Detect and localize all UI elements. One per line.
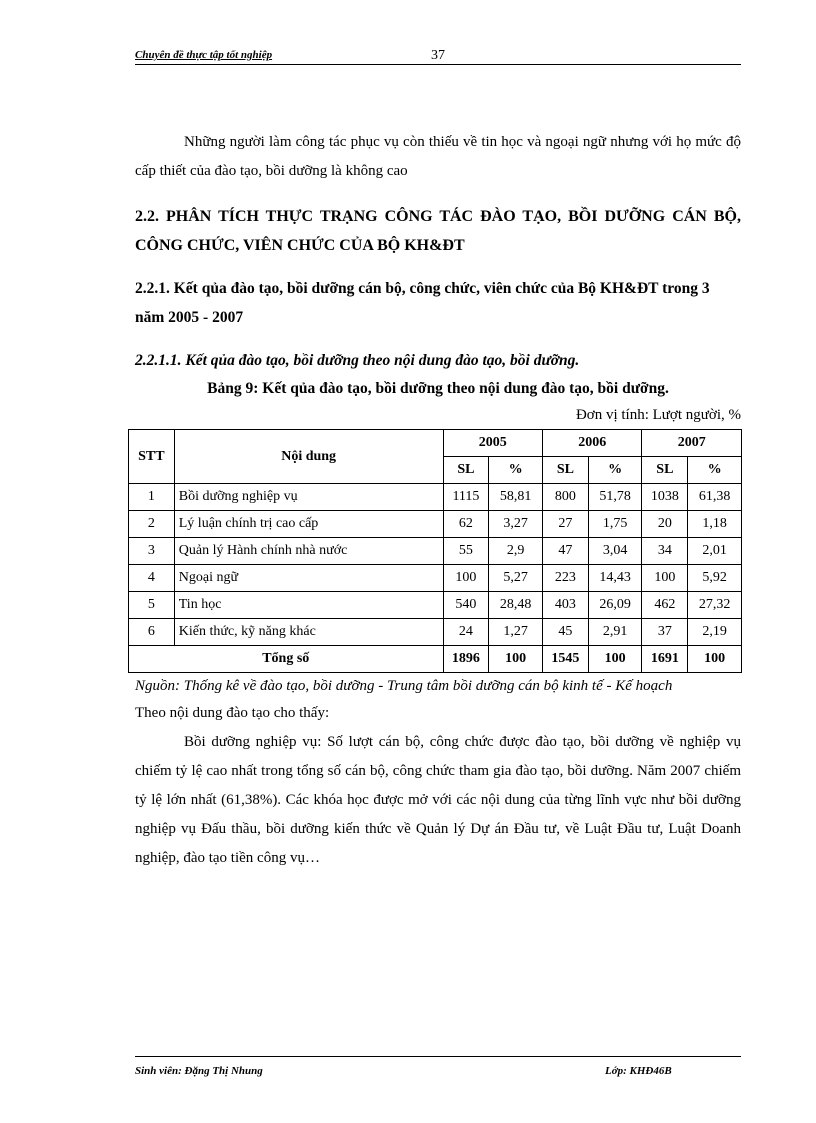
cell-value: 403 [543, 592, 589, 619]
cell-content: Kiến thức, kỹ năng khác [174, 619, 443, 646]
cell-value: 5,92 [688, 565, 742, 592]
cell-stt: 3 [129, 538, 175, 565]
table-body [129, 484, 742, 646]
cell-value: 62 [443, 511, 489, 538]
cell-content: Quản lý Hành chính nhà nước [174, 538, 443, 565]
table-unit: Đơn vị tính: Lượt người, % [575, 407, 741, 423]
subheader-pct: % [688, 457, 742, 484]
cell-stt: 6 [129, 619, 175, 646]
cell-value: 47 [543, 538, 589, 565]
table-total-row [129, 646, 742, 673]
subheader-sl: SL [443, 457, 489, 484]
table-row [129, 565, 742, 592]
subheader-pct: % [489, 457, 543, 484]
header-content: Nội dung [174, 430, 443, 484]
cell-value: 37 [642, 619, 688, 646]
cell-content: Tin học [174, 592, 443, 619]
table-row [129, 484, 742, 511]
total-cell: 1545 [543, 646, 589, 673]
header-year-2005: 2005 [443, 430, 542, 457]
total-cell: 100 [489, 646, 543, 673]
subsection-heading: 2.2.1. Kết qủa đào tạo, bồi dưỡng cán bộ, công chức, viên chức của Bộ KH&ĐT trong 3 năm 2005 - 2007 [135, 280, 710, 326]
cell-value: 800 [543, 484, 589, 511]
table-row [129, 619, 742, 646]
cell-stt: 1 [129, 484, 175, 511]
cell-content: Ngoại ngữ [174, 565, 443, 592]
cell-value: 1038 [642, 484, 688, 511]
cell-value: 540 [443, 592, 489, 619]
header-stt: STT [129, 430, 175, 484]
cell-value: 20 [642, 511, 688, 538]
page-number: 37 [431, 48, 445, 63]
subsubsection-heading: 2.2.1.1. Kết qủa đào tạo, bồi dưỡng theo nội dung đào tạo, bồi dưỡng. [135, 352, 580, 369]
subheader-pct: % [588, 457, 642, 484]
page-header [135, 48, 741, 65]
training-results-table [128, 429, 742, 673]
cell-value: 100 [443, 565, 489, 592]
cell-value: 2,91 [588, 619, 642, 646]
table-row [129, 592, 742, 619]
footer-student: Sinh viên: Đặng Thị Nhung [135, 1065, 263, 1077]
cell-value: 24 [443, 619, 489, 646]
cell-value: 462 [642, 592, 688, 619]
cell-stt: 5 [129, 592, 175, 619]
cell-content: Bồi dưỡng nghiệp vụ [174, 484, 443, 511]
table-header-row [129, 430, 742, 457]
cell-value: 1115 [443, 484, 489, 511]
cell-stt: 2 [129, 511, 175, 538]
cell-value: 26,09 [588, 592, 642, 619]
total-cell: 100 [588, 646, 642, 673]
cell-content: Lý luận chính trị cao cấp [174, 511, 443, 538]
cell-value: 14,43 [588, 565, 642, 592]
cell-value: 1,75 [588, 511, 642, 538]
cell-value: 61,38 [688, 484, 742, 511]
analysis-paragraph: Bồi dưỡng nghiệp vụ: Số lượt cán bộ, công chức được đào tạo, bồi dưỡng về nghiệp vụ chiếm tỷ lệ cao nhất trong tổng số cán bộ, công chức tham gia đào tạo, bồi dưỡng. Năm 2007 chiếm tỷ lệ lớn nhất (61,38%). Các khóa học được mở với các nội dung của từng lĩnh vực như bồi dưỡng nghiệp vụ Đấu thầu, bồi dưỡng kiến thức về Quản lý Dự án Đầu tư, về Luật Đầu tư, Luật Doanh nghiệp, đào tạo tiền công vụ… [135, 734, 741, 866]
cell-value: 2,9 [489, 538, 543, 565]
total-label: Tổng số [129, 646, 444, 673]
intro-paragraph: Những người làm công tác phục vụ còn thiếu về tin học và ngoại ngữ nhưng với họ mức độ cấp thiết của đào tạo, bồi dưỡng là không cao [135, 134, 741, 179]
total-cell: 1896 [443, 646, 489, 673]
header-year-2006: 2006 [543, 430, 642, 457]
total-cell: 100 [688, 646, 742, 673]
subheader-sl: SL [543, 457, 589, 484]
header-title: Chuyên đề thực tập tốt nghiệp [135, 49, 273, 61]
table-row [129, 511, 742, 538]
section-heading: 2.2. PHÂN TÍCH THỰC TRẠNG CÔNG TÁC ĐÀO TẠO, BỒI DƯỠNG CÁN BỘ, CÔNG CHỨC, VIÊN CHỨC CỦA BỘ KH&ĐT [135, 208, 741, 254]
cell-value: 5,27 [489, 565, 543, 592]
cell-value: 3,27 [489, 511, 543, 538]
cell-value: 2,01 [688, 538, 742, 565]
cell-value: 100 [642, 565, 688, 592]
cell-value: 223 [543, 565, 589, 592]
cell-value: 27,32 [688, 592, 742, 619]
cell-value: 3,04 [588, 538, 642, 565]
cell-value: 45 [543, 619, 589, 646]
page-content [135, 128, 741, 873]
header-year-2007: 2007 [642, 430, 742, 457]
cell-value: 55 [443, 538, 489, 565]
cell-value: 27 [543, 511, 589, 538]
table-row [129, 538, 742, 565]
source-note: Nguồn: Thống kê về đào tạo, bồi dưỡng - Trung tâm bồi dưỡng cán bộ kinh tế - Kế hoạch [135, 678, 673, 694]
footer-class: Lớp: KHĐ46B [605, 1065, 672, 1077]
cell-value: 1,27 [489, 619, 543, 646]
cell-value: 1,18 [688, 511, 742, 538]
cell-value: 34 [642, 538, 688, 565]
total-cell: 1691 [642, 646, 688, 673]
subheader-sl: SL [642, 457, 688, 484]
table-caption: Bảng 9: Kết qủa đào tạo, bồi dưỡng theo nội dung đào tạo, bồi dưỡng. [207, 380, 669, 397]
cell-value: 2,19 [688, 619, 742, 646]
cell-stt: 4 [129, 565, 175, 592]
cell-value: 58,81 [489, 484, 543, 511]
lead-in: Theo nội dung đào tạo cho thấy: [135, 705, 330, 721]
cell-value: 51,78 [588, 484, 642, 511]
page-footer [135, 1056, 741, 1077]
cell-value: 28,48 [489, 592, 543, 619]
